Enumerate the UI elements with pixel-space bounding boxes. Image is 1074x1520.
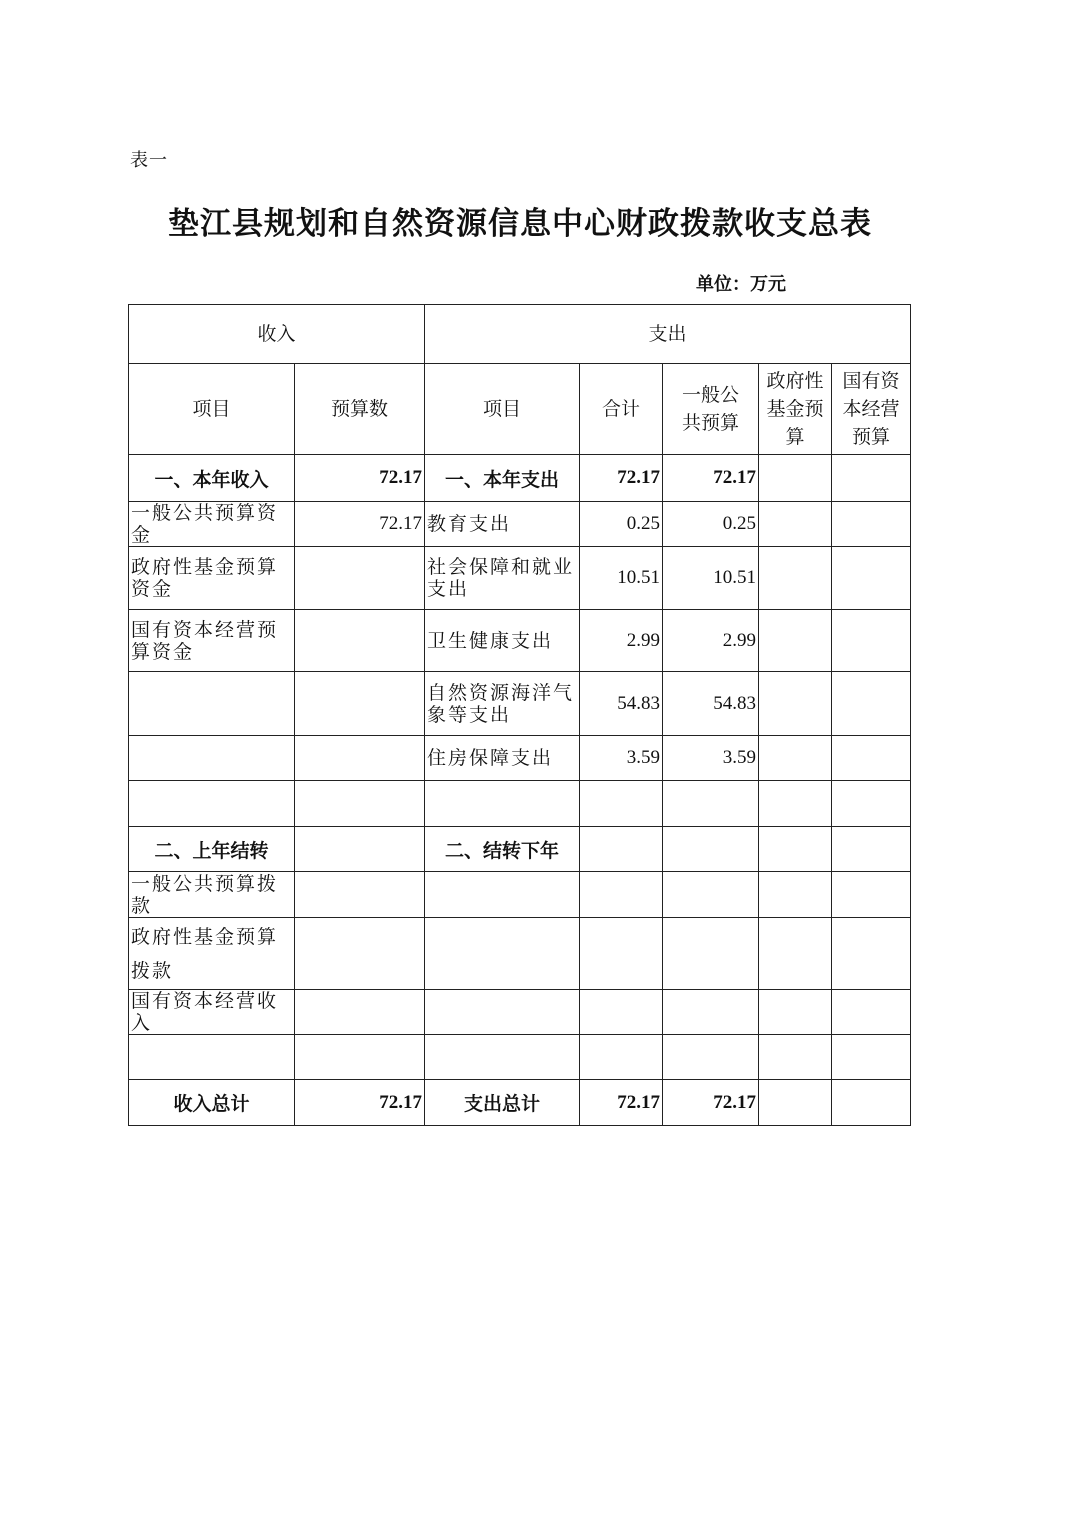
total-cell: 0.25: [580, 502, 663, 547]
total-cell: 72.17: [580, 1080, 663, 1126]
general-budget-cell: 3.59: [663, 736, 759, 781]
expense-item-cell: 住房保障支出: [425, 736, 580, 781]
general-budget-header: 一般公共预算: [663, 364, 759, 455]
income-value-cell: [295, 918, 425, 990]
income-item-cell: 政府性基金预算资金: [129, 547, 295, 610]
income-item-cell: [129, 1035, 295, 1080]
general-budget-cell: 72.17: [663, 455, 759, 502]
state-capital-budget-header: 国有资本经营预算: [832, 364, 911, 455]
group-header-row: [129, 305, 911, 364]
expense-total-label: 支出总计: [425, 1080, 580, 1126]
income-item-cell: 国有资本经营收入: [129, 990, 295, 1035]
state-capital-cell: [832, 455, 911, 502]
expense-item-cell: [425, 781, 580, 827]
expense-item-cell: [425, 918, 580, 990]
state-capital-cell: [832, 990, 911, 1035]
table-row: [129, 610, 911, 672]
total-cell: 10.51: [580, 547, 663, 610]
gov-fund-cell: [759, 736, 832, 781]
total-header: 合计: [580, 364, 663, 455]
gov-fund-cell: [759, 547, 832, 610]
state-capital-cell: [832, 1035, 911, 1080]
state-capital-cell: [832, 502, 911, 547]
total-cell: [580, 827, 663, 872]
expense-item-cell: 一、本年支出: [425, 455, 580, 502]
total-cell: [580, 990, 663, 1035]
income-value-cell: 72.17: [295, 455, 425, 502]
table-row: [129, 872, 911, 918]
gov-fund-cell: [759, 990, 832, 1035]
income-total-value: 72.17: [295, 1080, 425, 1126]
total-cell: 2.99: [580, 610, 663, 672]
gov-fund-cell: [759, 781, 832, 827]
state-capital-cell: [832, 827, 911, 872]
expense-item-header: 项目: [425, 364, 580, 455]
income-item-cell: 一般公共预算拨款: [129, 872, 295, 918]
general-budget-cell: 54.83: [663, 672, 759, 736]
expense-item-cell: 社会保障和就业支出: [425, 547, 580, 610]
table-row: [129, 1035, 911, 1080]
income-value-cell: [295, 672, 425, 736]
state-capital-cell: [832, 736, 911, 781]
budget-table: [128, 304, 911, 1126]
table-row: [129, 502, 911, 547]
state-capital-cell: [832, 547, 911, 610]
table-row: [129, 455, 911, 502]
income-item-cell: [129, 781, 295, 827]
column-header-row: [129, 364, 911, 455]
gov-fund-cell: [759, 1035, 832, 1080]
income-item-cell: [129, 736, 295, 781]
income-item-cell: [129, 672, 295, 736]
expense-item-cell: 二、结转下年: [425, 827, 580, 872]
expense-item-cell: 自然资源海洋气象等支出: [425, 672, 580, 736]
total-cell: [580, 781, 663, 827]
income-item-cell: 一般公共预算资金: [129, 502, 295, 547]
gov-fund-cell: [759, 918, 832, 990]
table-row: [129, 827, 911, 872]
income-budget-header: 预算数: [295, 364, 425, 455]
gov-fund-cell: [759, 1080, 832, 1126]
state-capital-cell: [832, 672, 911, 736]
income-value-cell: [295, 736, 425, 781]
table-row: [129, 547, 911, 610]
gov-fund-cell: [759, 672, 832, 736]
total-cell: 3.59: [580, 736, 663, 781]
state-capital-cell: [832, 872, 911, 918]
general-budget-cell: [663, 1035, 759, 1080]
gov-fund-budget-header: 政府性基金预算: [759, 364, 832, 455]
gov-fund-cell: [759, 610, 832, 672]
general-budget-cell: 2.99: [663, 610, 759, 672]
income-value-cell: [295, 1035, 425, 1080]
income-item-header: 项目: [129, 364, 295, 455]
gov-fund-cell: [759, 872, 832, 918]
general-budget-cell: 10.51: [663, 547, 759, 610]
total-cell: 54.83: [580, 672, 663, 736]
income-value-cell: [295, 827, 425, 872]
general-budget-cell: [663, 872, 759, 918]
general-budget-cell: 72.17: [663, 1080, 759, 1126]
income-total-label: 收入总计: [129, 1080, 295, 1126]
income-value-cell: [295, 781, 425, 827]
expense-item-cell: [425, 1035, 580, 1080]
table-row: [129, 990, 911, 1035]
unit-label: 单位：万元: [696, 274, 786, 295]
income-value-cell: [295, 610, 425, 672]
table-row: [129, 918, 911, 990]
document-title: 垫江县规划和自然资源信息中心财政拨款收支总表: [168, 206, 872, 242]
general-budget-cell: [663, 827, 759, 872]
state-capital-cell: [832, 1080, 911, 1126]
income-value-cell: [295, 872, 425, 918]
state-capital-cell: [832, 918, 911, 990]
expense-item-cell: [425, 872, 580, 918]
total-cell: [580, 1035, 663, 1080]
general-budget-cell: [663, 990, 759, 1035]
gov-fund-cell: [759, 455, 832, 502]
general-budget-cell: [663, 781, 759, 827]
total-cell: 72.17: [580, 455, 663, 502]
total-cell: [580, 872, 663, 918]
table-row: [129, 672, 911, 736]
income-item-cell: 一、本年收入: [129, 455, 295, 502]
gov-fund-cell: [759, 502, 832, 547]
total-cell: [580, 918, 663, 990]
income-group-header: 收入: [129, 305, 425, 364]
totals-row: [129, 1080, 911, 1126]
income-value-cell: 72.17: [295, 502, 425, 547]
state-capital-cell: [832, 781, 911, 827]
state-capital-cell: [832, 610, 911, 672]
table-row: [129, 736, 911, 781]
income-item-cell: 政府性基金预算拨款: [129, 918, 295, 990]
expense-item-cell: 卫生健康支出: [425, 610, 580, 672]
expense-item-cell: [425, 990, 580, 1035]
gov-fund-cell: [759, 827, 832, 872]
table-row: [129, 781, 911, 827]
general-budget-cell: 0.25: [663, 502, 759, 547]
income-item-cell: 二、上年结转: [129, 827, 295, 872]
income-item-cell: 国有资本经营预算资金: [129, 610, 295, 672]
expense-item-cell: 教育支出: [425, 502, 580, 547]
general-budget-cell: [663, 918, 759, 990]
expense-group-header: 支出: [425, 305, 911, 364]
table-label: 表一: [130, 150, 168, 171]
income-value-cell: [295, 547, 425, 610]
income-value-cell: [295, 990, 425, 1035]
